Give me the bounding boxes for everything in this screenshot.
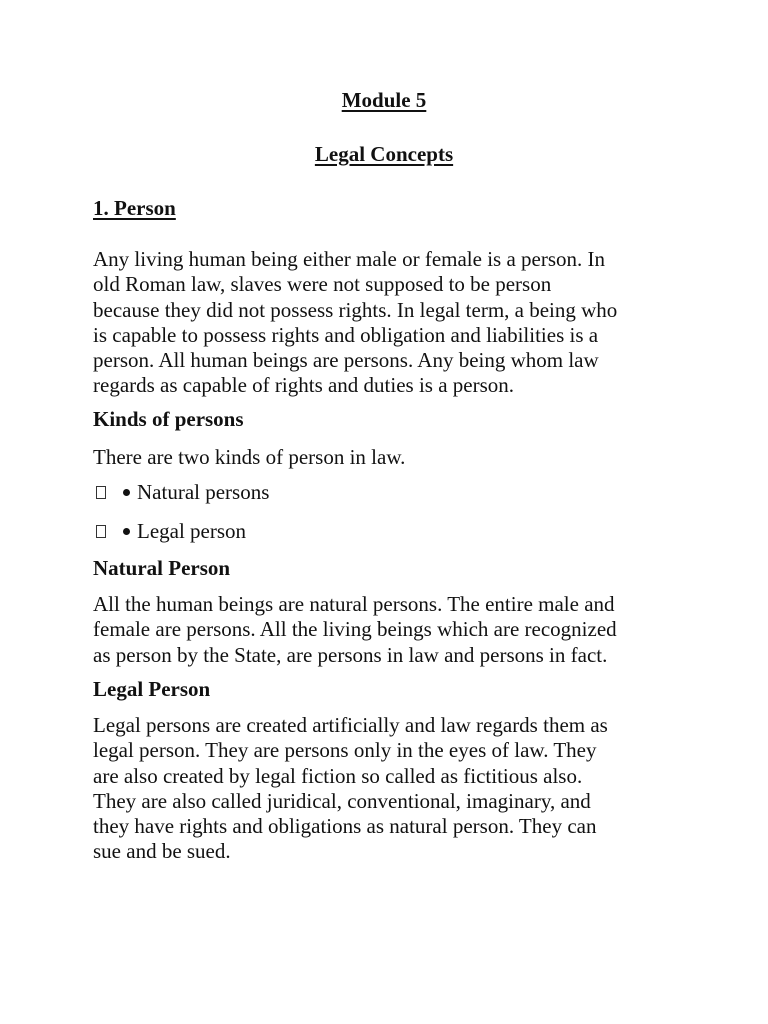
intro-line: is capable to possess rights and obligation and liabilities is a bbox=[93, 322, 599, 347]
list-item-label: Legal person bbox=[137, 519, 247, 543]
natural-line: female are persons. All the living beings which are recognized bbox=[93, 617, 617, 642]
heading-kinds: Kinds of persons bbox=[93, 407, 244, 431]
legal-line: sue and be sued. bbox=[93, 839, 231, 864]
heading-legal-person: Legal Person bbox=[93, 677, 211, 701]
list-item bbox=[93, 480, 269, 504]
heading-person: 1. Person bbox=[93, 196, 176, 220]
list-item bbox=[93, 519, 246, 543]
kinds-intro: There are two kinds of person in law. bbox=[93, 445, 406, 469]
intro-line: person. All human beings are persons. Any being whom law bbox=[93, 348, 599, 373]
heading-natural-person: Natural Person bbox=[93, 556, 231, 580]
legal-line: They are also called juridical, conventional, imaginary, and bbox=[93, 788, 591, 813]
intro-line: Any living human being either male or female is a person. In bbox=[93, 247, 606, 271]
legal-paragraph bbox=[93, 713, 693, 865]
natural-line: as person by the State, are persons in law and persons in fact. bbox=[93, 642, 608, 667]
missing-glyph-icon bbox=[96, 486, 106, 499]
module-title: Module 5 bbox=[341, 88, 427, 112]
intro-line: because they did not possess rights. In legal term, a being who bbox=[93, 297, 618, 322]
legal-line: Legal persons are created artificially and law regards them as bbox=[93, 713, 608, 737]
intro-line: old Roman law, slaves were not supposed to be person bbox=[93, 272, 552, 297]
legal-line: are also created by legal fiction so called as fictitious also. bbox=[93, 763, 583, 788]
intro-line: regards as capable of rights and duties is a person. bbox=[93, 373, 515, 398]
missing-glyph-icon bbox=[96, 525, 106, 538]
intro-paragraph bbox=[93, 247, 693, 399]
legal-line: legal person. They are persons only in the eyes of law. They bbox=[93, 738, 597, 763]
list-item-label: Natural persons bbox=[137, 480, 270, 504]
bullet-icon bbox=[123, 528, 130, 535]
natural-line: All the human beings are natural persons. The entire male and bbox=[93, 592, 615, 616]
bullet-icon bbox=[123, 489, 130, 496]
legal-line: they have rights and obligations as natural person. They can bbox=[93, 814, 597, 839]
section-title: Legal Concepts bbox=[314, 142, 454, 166]
natural-paragraph bbox=[93, 592, 693, 668]
